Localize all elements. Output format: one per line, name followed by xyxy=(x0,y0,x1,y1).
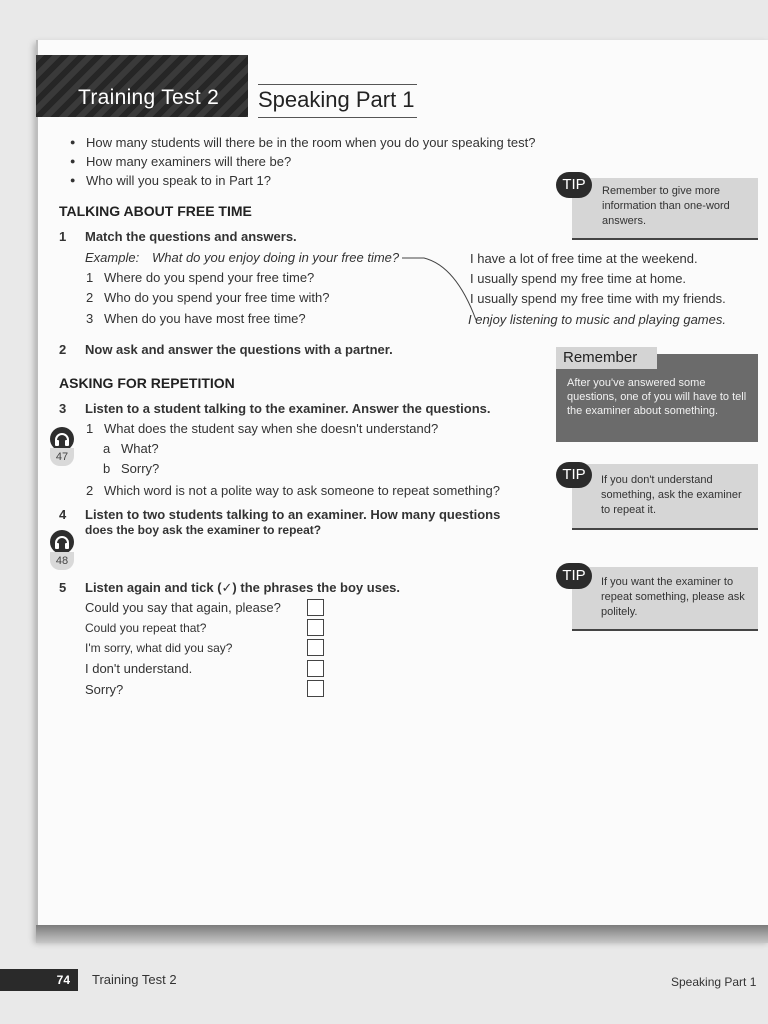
example-label: Example: xyxy=(85,250,140,265)
audio-track-number: 47 xyxy=(50,448,74,466)
section-title: Speaking Part 1 xyxy=(258,84,417,118)
exercise-number: 2 xyxy=(59,342,67,357)
answer-text: I have a lot of free time at the weekend. xyxy=(470,251,698,266)
intro-bullet: ● Who will you speak to in Part 1? xyxy=(86,173,271,188)
tick-box[interactable] xyxy=(307,639,324,656)
tip-text: If you want the examiner to repeat something, please ask politely. xyxy=(601,576,745,618)
answer-text: I usually spend my free time at home. xyxy=(470,271,687,286)
tip-box xyxy=(572,567,758,631)
banner-title: Training Test 2 xyxy=(78,86,220,109)
question-text: Where do you spend your free time? xyxy=(104,270,315,285)
exercise-4-instruction: Listen to two students talking to an examiner. How many questions xyxy=(85,507,501,522)
remember-title: Remember xyxy=(556,347,657,369)
phrase-text: I don't understand. xyxy=(85,661,193,676)
tip-text: If you don't understand something, ask the examiner to repeat it. xyxy=(601,474,742,516)
question-number: 1 xyxy=(86,421,94,436)
footer-left-label: Training Test 2 xyxy=(92,972,177,987)
exercise-number: 5 xyxy=(59,580,67,595)
exercise-number: 3 xyxy=(59,401,67,416)
exercise-3-instruction: Listen to a student talking to the examiner. Answer the questions. xyxy=(85,401,491,416)
option-text: What? xyxy=(121,441,159,456)
intro-bullet: ● How many examiners will there be? xyxy=(86,154,291,169)
question-number: 1 xyxy=(86,270,94,285)
tip-badge: TIP xyxy=(556,172,592,198)
option-letter: b xyxy=(103,461,111,476)
audio-track-number: 48 xyxy=(50,552,74,570)
tip-text: Remember to give more information than one-word answers. xyxy=(602,185,730,227)
tip-badge: TIP xyxy=(556,462,592,488)
heading-repetition: ASKING FOR REPETITION xyxy=(59,375,235,391)
question-text: What does the student say when she doesn't understand? xyxy=(104,421,439,436)
example-question: What do you enjoy doing in your free time? xyxy=(152,250,400,265)
question-number: 2 xyxy=(86,483,94,498)
page-number: 74 xyxy=(0,969,78,991)
tick-box[interactable] xyxy=(307,660,324,677)
phrase-text: I'm sorry, what did you say? xyxy=(85,641,233,655)
tick-box[interactable] xyxy=(307,680,324,697)
question-text: Which word is not a polite way to ask someone to repeat something? xyxy=(104,483,500,498)
exercise-1-instruction: Match the questions and answers. xyxy=(85,229,297,244)
remember-text: After you've answered some questions, one of you will have to tell the examiner about something. xyxy=(567,377,747,417)
phrase-text: Could you repeat that? xyxy=(85,621,207,635)
tick-box[interactable] xyxy=(307,619,324,636)
heading-free-time: TALKING ABOUT FREE TIME xyxy=(59,203,252,219)
question-text: Who do you spend your free time with? xyxy=(104,290,330,305)
exercise-2-instruction: Now ask and answer the questions with a partner. xyxy=(85,342,393,357)
exercise-number: 1 xyxy=(59,229,67,244)
exercise-5-instruction: Listen again and tick (✓) the phrases the boy uses. xyxy=(85,580,401,595)
answer-text: I usually spend my free time with my friends. xyxy=(470,291,726,306)
answer-text: I enjoy listening to music and playing games. xyxy=(468,312,726,327)
tick-box[interactable] xyxy=(307,599,324,616)
exercise-4-instruction: does the boy ask the examiner to repeat? xyxy=(85,523,322,537)
page-edge xyxy=(36,925,768,943)
option-text: Sorry? xyxy=(121,461,160,476)
question-number: 2 xyxy=(86,290,94,305)
phrase-text: Sorry? xyxy=(85,682,124,697)
tip-box xyxy=(572,464,758,530)
question-number: 3 xyxy=(86,311,94,326)
option-letter: a xyxy=(103,441,111,456)
intro-bullet: ● How many students will there be in the room when you do your speaking test? xyxy=(86,135,535,150)
exercise-number: 4 xyxy=(59,507,67,522)
tip-badge: TIP xyxy=(556,563,592,589)
footer-right-label: Speaking Part 1 xyxy=(671,975,757,989)
tip-box xyxy=(572,178,758,240)
headphones-icon xyxy=(50,530,74,554)
question-text: When do you have most free time? xyxy=(104,311,306,326)
phrase-text: Could you say that again, please? xyxy=(85,600,281,615)
